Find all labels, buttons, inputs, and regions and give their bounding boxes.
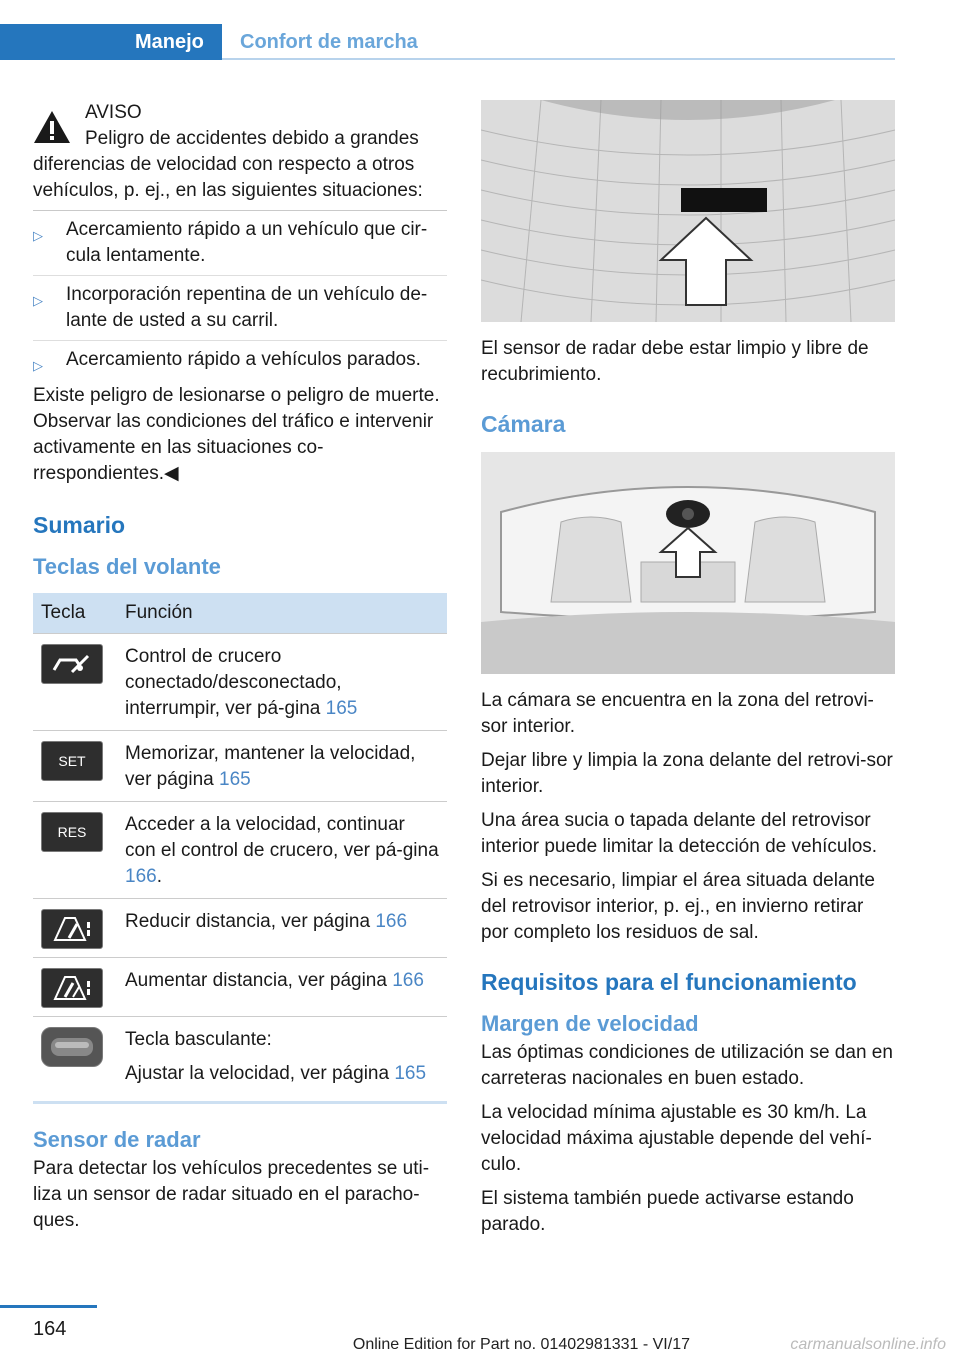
- radar-caption: El sensor de radar debe estar limpio y libre de recubrimiento.: [481, 338, 869, 385]
- page-link[interactable]: 165: [325, 698, 358, 719]
- camera-paragraph: Una área sucia o tapada delante del retrovisor interior puede limitar la detección de vehículos.: [481, 810, 878, 857]
- radar-paragraph: Para detectar los vehículos precedentes se uti‐liza un sensor de radar situado en el paracho‐ques.: [33, 1158, 430, 1231]
- column-header-funcion: Función: [117, 593, 447, 634]
- warning-title: AVISO: [85, 102, 142, 123]
- tab-confort-de-marcha[interactable]: Confort de marcha: [240, 31, 418, 53]
- chapter-tabs: [0, 24, 895, 62]
- table-row: SET Memorizar, mantener la velocidad, ver página 165: [33, 731, 447, 802]
- page-number: 164: [33, 1318, 67, 1340]
- footer-rule: [0, 1305, 97, 1308]
- right-column: [481, 100, 895, 1246]
- bullet-triangle-icon: ▷: [33, 293, 43, 308]
- distance-increase-icon: [41, 968, 103, 1008]
- table-row: Control de crucero conectado/desconectado, interrumpir, ver pá‐gina 165: [33, 634, 447, 731]
- subheading-margen-velocidad: Margen de velocidad: [481, 1011, 699, 1036]
- res-key-icon: RES: [41, 812, 103, 852]
- warning-block: [33, 100, 447, 204]
- list-item: ▷ Acercamiento rápido a vehículos parados.: [33, 340, 447, 379]
- table-row: RES Acceder a la velocidad, continuar con el control de crucero, ver pá‐gina 166.: [33, 802, 447, 899]
- watermark: carmanualsonline.info: [790, 1336, 946, 1353]
- tab-underline: [222, 58, 895, 60]
- camera-paragraph: Si es necesario, limpiar el área situada delante del retrovisor interior, p. ej., en invierno retirar por completo los residuos de sal.: [481, 870, 875, 943]
- column-header-tecla: Tecla: [33, 593, 117, 634]
- section-heading-requisitos: Requisitos para el funcionamiento: [481, 969, 857, 995]
- warning-bullets: [33, 210, 447, 379]
- speed-paragraph: Las óptimas condiciones de utilización se dan en carreteras nacionales en buen estado.: [481, 1042, 893, 1089]
- page-link[interactable]: 166: [375, 911, 408, 932]
- camera-location-image: [481, 452, 895, 674]
- section-heading-camara: Cámara: [481, 411, 566, 437]
- keys-table: [33, 593, 447, 1104]
- table-row: Tecla basculante: Ajustar la velocidad, ver página 165: [33, 1017, 447, 1103]
- set-key-icon: SET: [41, 741, 103, 781]
- tab-manejo[interactable]: Manejo: [0, 24, 222, 60]
- table-row: Aumentar distancia, ver página 166: [33, 958, 447, 1017]
- warning-icon: [33, 110, 71, 144]
- warning-text: diferencias de velocidad con respecto a otros vehículos, p. ej., en las siguientes situaciones:: [33, 154, 423, 201]
- page-link[interactable]: 166: [125, 866, 157, 887]
- cruise-control-icon: [41, 644, 103, 684]
- warning-first-line: Peligro de accidentes debido a grandes: [85, 128, 419, 149]
- bullet-triangle-icon: ▷: [33, 228, 43, 243]
- left-column: [33, 100, 447, 1242]
- list-item: ▷ Acercamiento rápido a un vehículo que cir‐cula lentamente.: [33, 210, 447, 275]
- list-item: ▷ Incorporación repentina de un vehículo de‐lante de usted a su carril.: [33, 275, 447, 340]
- camera-paragraph: Dejar libre y limpia la zona delante del retrovi‐sor interior.: [481, 750, 893, 797]
- subheading-teclas: Teclas del volante: [33, 554, 221, 579]
- speed-paragraph: El sistema también puede activarse estando parado.: [481, 1188, 854, 1235]
- subheading-sensor-radar: Sensor de radar: [33, 1127, 201, 1152]
- camera-paragraph: La cámara se encuentra en la zona del retrovi‐sor interior.: [481, 690, 874, 737]
- edition-note: Online Edition for Part no. 01402981331 - VI/17: [352, 1336, 690, 1353]
- bullet-triangle-icon: ▷: [33, 358, 43, 373]
- page-link[interactable]: 165: [219, 769, 251, 790]
- warning-closing: Existe peligro de lesionarse o peligro de muerte. Observar las condiciones del tráfico e intervenir activamente en las situaciones co‐rrespondientes.◀: [33, 385, 440, 484]
- table-row: Reducir distancia, ver página 166: [33, 899, 447, 958]
- rocker-switch-icon: [41, 1027, 103, 1067]
- page-link[interactable]: 166: [392, 970, 424, 991]
- radar-sensor-image: [481, 100, 895, 322]
- distance-decrease-icon: [41, 909, 103, 949]
- speed-paragraph: La velocidad mínima ajustable es 30 km/h. La velocidad máxima ajustable depende del vehí‐culo.: [481, 1102, 872, 1175]
- section-heading-sumario: Sumario: [33, 512, 126, 538]
- page-link[interactable]: 165: [394, 1063, 427, 1084]
